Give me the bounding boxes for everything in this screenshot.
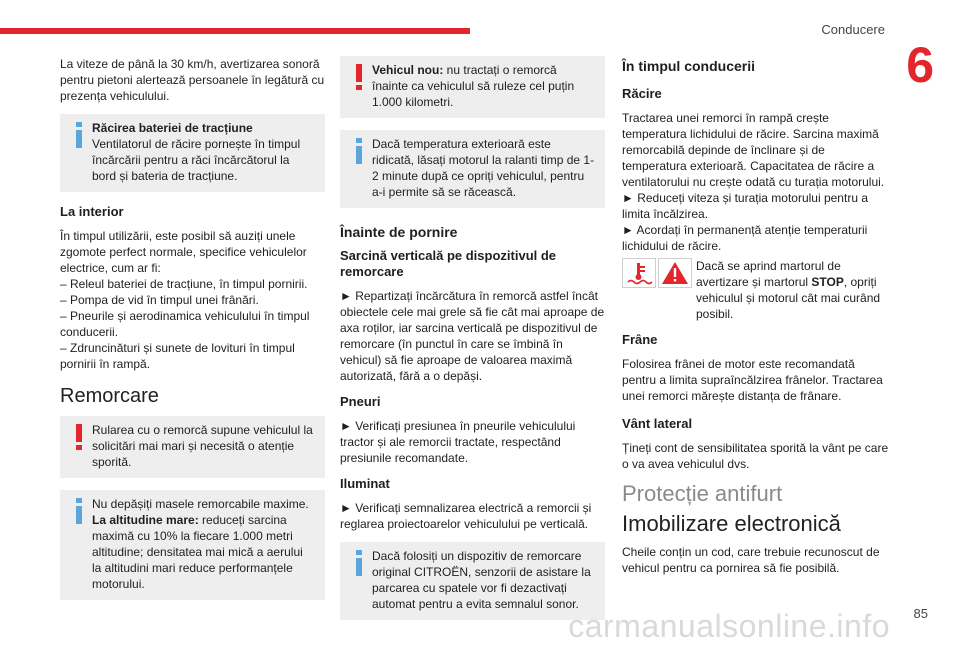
warning-box-new-vehicle — [340, 56, 605, 118]
pneuri-heading: Pneuri — [340, 394, 381, 409]
info-box-parking-sensors — [340, 542, 605, 620]
list-item: ► Reduceți viteza și turația motorului pentru a limita încălzirea. — [622, 191, 868, 221]
info-box-title: Răcirea bateriei de tracțiune — [92, 121, 253, 135]
column-2 — [340, 56, 605, 632]
sarcina-heading: Sarcină verticală pe dispozitivul de remorcare — [340, 248, 557, 279]
warning-lights-text-pre: Dacă se aprind martorul de avertizare și martorul — [696, 259, 841, 289]
intro-paragraph: La viteze de până la 30 km/h, avertizarea sonoră pentru pietoni alertează persoanele în legătură cu prezența vehiculului. — [60, 57, 325, 103]
list-item: – Zdruncinături și sunete de lovituri în timpul pornirii în rampă. — [60, 341, 295, 371]
info-icon — [72, 498, 86, 524]
list-item: – Pompa de vid în timpul unei frânări. — [60, 293, 259, 307]
frane-heading: Frâne — [622, 332, 658, 347]
imobilizare-text: Cheile conțin un cod, care trebuie recunoscut de vehicul pentru ca pornirea să fie posibilă. — [622, 545, 880, 575]
vant-text: Țineți cont de sensibilitatea sporită la vânt pe care o va avea vehiculul dvs. — [622, 441, 889, 471]
info-box-text: Dacă temperatura exterioară este ridicată, lăsați motorul la ralanti timp de 1-2 minute după ce opriți vehiculul, pentru a-i permite să se răcească. — [372, 137, 595, 199]
info-box-max-mass — [60, 490, 325, 600]
vant-heading: Vânt lateral — [622, 416, 693, 431]
warning-lights-note — [622, 258, 890, 322]
stop-label: STOP — [811, 275, 844, 289]
info-box-idle — [340, 130, 605, 208]
list-item: – Pneurile și aerodinamica vehiculului în timpul conducerii. — [60, 309, 310, 339]
section-header: Conducere — [821, 22, 885, 37]
top-accent-bar — [0, 28, 470, 34]
list-item: ► Acordați în permanență atenție temperaturii lichidului de răcire. — [622, 223, 868, 253]
warning-lights-text-post: , opriți vehiculul și motorul cât mai curând posibil. — [696, 275, 881, 321]
racire-heading: Răcire — [622, 86, 662, 101]
column-3 — [622, 56, 890, 586]
column-1 — [60, 56, 325, 612]
sarcina-text: ► Repartizați încărcătura în remorcă astfel încât obiectele cele mai grele să fie cât mai aproape de axa roților, iar sarcina verticală pe dispozitivul de remorcare (în punctul în care se îmbină în vehicul) să fie aproape de valoarea maximă autorizată, fără a o depăși. — [340, 289, 605, 383]
racire-text: Tractarea unei remorci în rampă crește temperatura lichidului de răcire. Sarcina maximă remorcabilă depinde de înclinare și de temperatura exterioară. Capacitatea de răcire a ventilatorului nu crește odată cu turația motorului. — [622, 111, 885, 189]
warning-box-text: Rularea cu o remorcă supune vehiculul la solicitări mai mari și necesită o atenție sporită. — [92, 423, 313, 469]
frane-text: Folosirea frânei de motor este recomandată pentru a limita supraîncălzirea frânelor. Tractarea unei remorci mărește distanța de frânare. — [622, 357, 883, 403]
info-box-bold: La altitudine mare: — [92, 513, 199, 527]
in-timpul-heading: În timpul conducerii — [622, 58, 756, 74]
inainte-heading: Înainte de pornire — [340, 224, 458, 240]
la-interior-heading: La interior — [60, 204, 124, 219]
warning-box-bold: Vehicul nou: — [372, 63, 444, 77]
pneuri-text: ► Verificați presiunea în pneurile vehiculului tractor și ale remorcii tractate, respectând presiunile recomandate. — [340, 419, 576, 465]
warning-icon — [352, 64, 366, 90]
warning-box-text: nu tractați o remorcă înainte ca vehiculul să ruleze cel puțin 1.000 kilometri. — [372, 63, 575, 109]
la-interior-text: În timpul utilizării, este posibil să auziți unele zgomote perfect normale, specifice vehiculelor electrice, cum ar fi: — [60, 229, 307, 275]
iluminat-text: ► Verificați semnalizarea electrică a remorcii și reglarea proiectoarelor vehiculului pe verticală. — [340, 501, 592, 531]
info-icon — [352, 138, 366, 164]
info-box-text: Dacă folosiți un dispozitiv de remorcare original CITROËN, senzorii de asistare la parcarea cu spatele vor fi dezactivați automat pentru a evita semnalul sonor. — [372, 549, 591, 611]
remorcare-heading: Remorcare — [60, 385, 159, 407]
info-icon — [72, 122, 86, 148]
warning-icon — [72, 424, 86, 450]
iluminat-heading: Iluminat — [340, 476, 390, 491]
watermark: carmanualsonline.info — [568, 608, 890, 644]
info-box-battery-cooling — [60, 114, 325, 192]
info-box-text: reduceți sarcina maximă cu 10% la fiecare 1.000 metri altitudine; densitatea mai mică a aerului la altitudini mari reduce performanțele motorului. — [92, 513, 303, 591]
protectie-heading: Protecție antifurt — [622, 481, 783, 506]
list-item: – Releul bateriei de tracțiune, în timpul pornirii. — [60, 277, 308, 291]
info-box-text: Ventilatorul de răcire pornește în timpul încărcării pentru a răci încărcătorul la bord și bateria de tracțiune. — [92, 137, 301, 183]
warning-lights-icons — [622, 258, 692, 288]
la-interior-list — [60, 276, 325, 372]
chapter-number: 6 — [906, 37, 934, 93]
info-box-lead: Nu depășiți masele remorcabile maxime. — [92, 497, 309, 511]
imobilizare-heading: Imobilizare electronică — [622, 511, 841, 536]
warning-box-towing — [60, 416, 325, 478]
info-icon — [352, 550, 366, 576]
page-number: 85 — [913, 606, 928, 621]
